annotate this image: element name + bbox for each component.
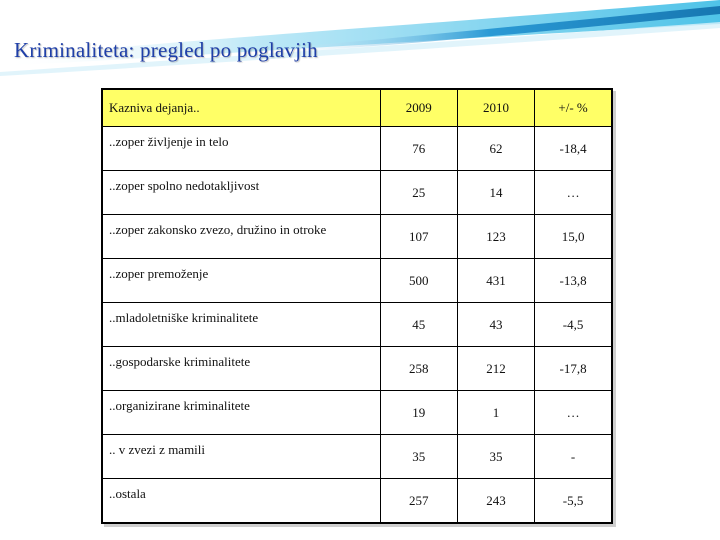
row-value-2010: 123: [457, 215, 534, 259]
table-row: [102, 479, 612, 524]
column-header-category: Kazniva dejanja..: [102, 89, 380, 127]
table-row: [102, 215, 612, 259]
table-row: [102, 127, 612, 171]
column-header-change: +/- %: [535, 89, 612, 127]
row-category: ..gospodarske kriminalitete: [102, 347, 380, 391]
row-value-2010: 212: [457, 347, 534, 391]
row-value-2010: 43: [457, 303, 534, 347]
row-change: -5,5: [535, 479, 612, 524]
row-value-2009: 45: [380, 303, 457, 347]
row-change: -18,4: [535, 127, 612, 171]
row-value-2010: 62: [457, 127, 534, 171]
row-value-2009: 107: [380, 215, 457, 259]
row-category: ..ostala: [102, 479, 380, 524]
row-change: …: [535, 391, 612, 435]
column-header-2010: 2010: [457, 89, 534, 127]
row-category: ..zoper zakonsko zvezo, družino in otroke: [102, 215, 380, 259]
row-category: .. v zvezi z mamili: [102, 435, 380, 479]
table-row: [102, 171, 612, 215]
row-category: ..mladoletniške kriminalitete: [102, 303, 380, 347]
row-change: 15,0: [535, 215, 612, 259]
row-change: -17,8: [535, 347, 612, 391]
table-row: [102, 303, 612, 347]
table-row: [102, 259, 612, 303]
row-category: ..organizirane kriminalitete: [102, 391, 380, 435]
row-value-2009: 258: [380, 347, 457, 391]
crime-statistics-table: [101, 88, 613, 524]
row-category: ..zoper spolno nedotakljivost: [102, 171, 380, 215]
row-category: ..zoper življenje in telo: [102, 127, 380, 171]
table-header-row: [102, 89, 612, 127]
table-row: [102, 435, 612, 479]
row-change: -13,8: [535, 259, 612, 303]
row-value-2009: 35: [380, 435, 457, 479]
row-value-2010: 243: [457, 479, 534, 524]
row-value-2009: 500: [380, 259, 457, 303]
row-value-2010: 1: [457, 391, 534, 435]
table-row: [102, 391, 612, 435]
row-value-2009: 76: [380, 127, 457, 171]
table-row: [102, 347, 612, 391]
row-value-2009: 19: [380, 391, 457, 435]
row-category: ..zoper premoženje: [102, 259, 380, 303]
row-change: -4,5: [535, 303, 612, 347]
row-value-2010: 35: [457, 435, 534, 479]
row-value-2009: 25: [380, 171, 457, 215]
row-change: -: [535, 435, 612, 479]
slide-title: Kriminaliteta: pregled po poglavjih: [14, 38, 318, 62]
row-value-2010: 431: [457, 259, 534, 303]
row-change: …: [535, 171, 612, 215]
column-header-2009: 2009: [380, 89, 457, 127]
row-value-2009: 257: [380, 479, 457, 524]
row-value-2010: 14: [457, 171, 534, 215]
